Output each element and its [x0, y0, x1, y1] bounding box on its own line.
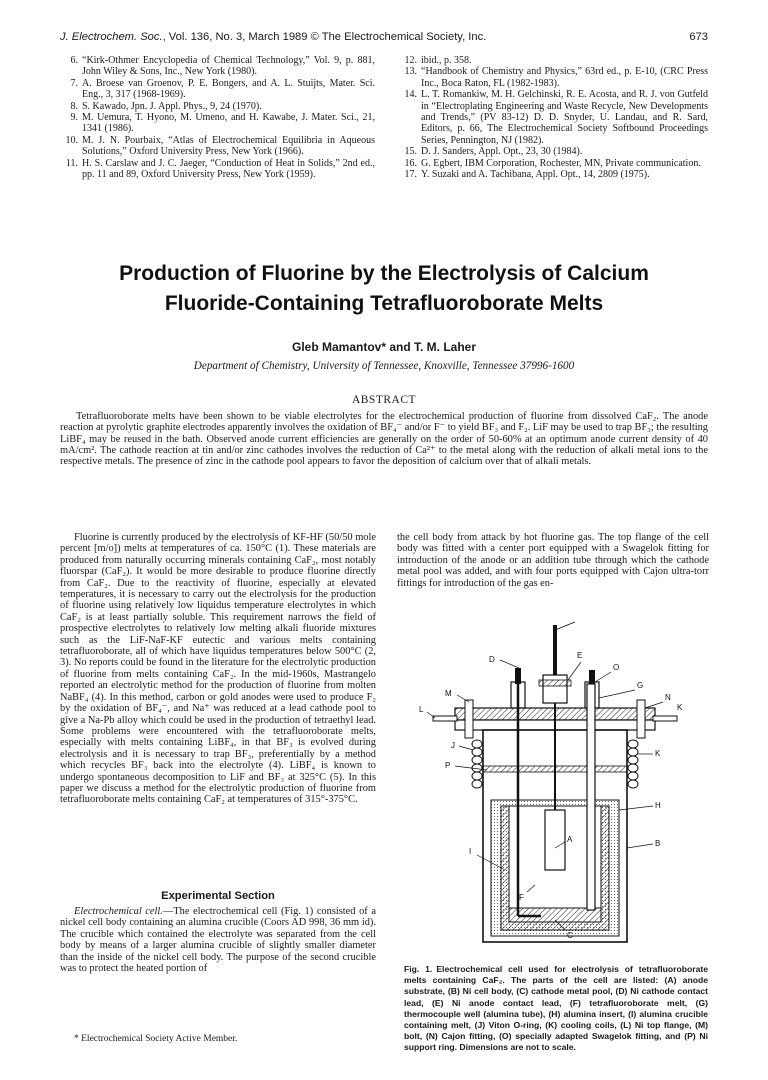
- reference-item: 9. M. Uemura, T. Hyono, M. Umeno, and H. Kawabe, J. Mater. Sci., 21, 1341 (1986).: [70, 112, 375, 135]
- experimental-text: —The electrochemical cell (Fig. 1) consisted of a nickel cell body containing an alumina crucible (Coors AD 998, 36 mm id). The crucible which contained the electrolyte was separated from the cell body by means of a larger alumina crucible of slightly smaller diameter than the inside of the nickel cell body. The purpose of the second crucible was to protect the heated portion of: [60, 906, 376, 975]
- title-line-2: Fluoride-Containing Tetrafluoroborate Melts: [164, 292, 604, 315]
- figure-caption: [404, 964, 708, 1054]
- abstract-text: Tetrafluoroborate melts have been shown to be viable electrolytes for the electrochemical production of fluorine from dissolved CaF₂. The anode reaction at pyrolytic graphite electrodes apparently involves the oxidation of BF₄⁻ and/or F⁻ to yield BF₃ and F₂. LiF may be used to trap BF₃; the resulting LiBF₄ may be reused in the bath. Observed anode current efficiencies are generally on the order of 50-60% at an optimum anode current density of 40 mA/cm². The cathode reaction at tin and/or zinc cathodes involves the reduction of Ca²⁺ to the metal along with the reduction of alkali metal ions to the respective metals. The presence of zinc in the cathode pool appears to favor the deposition of calcium over that of alkali metals.: [60, 411, 708, 468]
- bolt-left: [465, 700, 473, 738]
- reference-item: 13. “Handbook of Chemistry and Physics,” 63rd ed., p. E-10, (CRC Press Inc., Boca Raton, FL (1982-1983).: [404, 66, 708, 89]
- citation-details: , Vol. 136, No. 3, March 1989 © The Electrochemical Society, Inc.: [162, 31, 487, 43]
- reference-item: 12. ibid., p. 358.: [404, 55, 472, 66]
- cooling-coils-left: [472, 740, 482, 788]
- title-line-1: Production of Fluorine by the Electrolysis of Calcium: [119, 262, 649, 285]
- label-i: I: [469, 847, 472, 856]
- label-p: P: [445, 761, 451, 770]
- experimental-column: [60, 906, 376, 974]
- journal-citation: [60, 31, 486, 43]
- label-a: A: [567, 835, 573, 844]
- label-o: O: [613, 663, 620, 672]
- references-left: [60, 55, 375, 180]
- reference-item: 14. L. T. Romankiw, M. H. Gelchinski, R. E. Acosta, and R. J. von Gutfeld in “Electroplating Engineering and Waste Recycle, New Developments and Trends,” (PV 83-12) D. D. Snyder, U. Landau, and R. Sard, Editors, p. 66, The Electrochemical Society Softbound Proceedings Series, Pennington, NJ (1982).: [404, 89, 708, 146]
- right-column: [397, 532, 709, 589]
- anode-substrate: [545, 810, 565, 870]
- center-swagelok-fitting: [543, 675, 567, 703]
- reference-item: 6. “Kirk-Othmer Encyclopedia of Chemical Technology,” Vol. 9, p. 881, John Wiley & Sons, Inc., New York (1980).: [70, 55, 375, 78]
- label-m: M: [445, 689, 452, 698]
- experimental-paragraph: [60, 906, 376, 974]
- footnote: * Electrochemical Society Active Member.: [74, 1034, 238, 1044]
- reference-item: 11. H. S. Carslaw and J. C. Jaeger, “Conduction of Heat in Solids,” 2nd ed., pp. 11 and 89, Oxford University Press, New York (1959).: [65, 157, 375, 181]
- section-heading: Experimental Section: [161, 890, 275, 902]
- label-l: L: [419, 705, 424, 714]
- author-list: Gleb Mamantov* and T. M. Laher: [291, 340, 477, 354]
- label-g: G: [637, 681, 644, 690]
- bolt-right: [637, 700, 645, 738]
- label-n: N: [665, 693, 671, 702]
- cooling-coils-right: [628, 740, 638, 788]
- run-in-heading: Electrochemical cell.: [74, 906, 163, 917]
- caption-text: Electrochemical cell used for electrolysis of tetrafluoroborate melts containing CaF₂. The parts of the cell are listed: (A) anode substrate, (B) Ni cell body, (C) cathode metal pool, (D) Ni cathode contact lead, (E) Ni anode contact lead, (F) tetrafluoroborate melt, (G) thermocouple well (alumina tube), (H) alumina insert, (I) alumina crucible containing melt, (J) Viton O-ring, (K) cooling coils, (L) Ni top flange, (M) bolt, (N) Cajon fitting, (O) specially adapted Swagelok fitting, and (P) Ni support ring. Dimensions are not to scale.: [404, 964, 708, 1053]
- intro-column: [60, 532, 376, 806]
- author-affiliation: Department of Chemistry, University of Tennessee, Knoxville, Tennessee 37996-1600: [193, 360, 575, 372]
- caption-label: Fig. 1.: [404, 964, 433, 974]
- page-number: 673: [689, 31, 708, 43]
- reference-item: 17. Y. Suzaki and A. Tachibana, Appl. Opt., 14, 2809 (1975).: [404, 169, 650, 181]
- intro-paragraph: Fluorine is currently produced by the electrolysis of KF-HF (50/50 mole percent [m/o]) melts at temperatures of ca. 150°C (1). These materials are produced from naturally occurring minerals containing CaF₂, most notably fluorspar (CaF₂). It would be more desirable to produce fluorine directly from CaF₂. Due to the reactivity of fluorine, especially at elevated temperatures, it is necessary to carry out the electrolysis for the production of fluorine using relatively low liquidus temperature electrolytes in which CaF₂ is at least partially soluble. This requirement narrows the field of prospective electrolytes to relatively low melting alkali fluoride mixtures such as the LiF-NaF-KF eutectic and various melts containing tetrafluoroborate, all of which have liquidus temperatures below 500°C (2, 3). No reports could be found in the literature for the electrolytic production of fluorine from melts containing CaF₂. In the mid-1960s, Mastrangelo reported an electrolytic method for the production of fluorine from molten NaBF₄ (4). In this method, carbon or gold anodes were used to produce F₂ by the oxidation of BF₄⁻, and Na⁺ was reduced at a lead cathode pool to give a Na-Pb alloy which could be used in the production of tetraethyl lead. Some problems were encountered with the tetrafluoroborate melts, especially with melts containing LiBF₄, in that BF₃ is evolved during electrolysis and it is necessary to trap BF₃, preferentially by a method which recycles BF₃ back into the electrolyte (4). LiBF₄ is known to undergo spontaneous decomposition to LiF and BF₃ at 325°C (5). In this paper we discuss a method for the electrolytic production of fluorine from tetrafluoroborate melts containing CaF₂ at temperatures of 315°-375°C.: [60, 532, 376, 806]
- references-right: [399, 55, 708, 180]
- label-d: D: [489, 655, 495, 664]
- abstract-heading: ABSTRACT: [351, 394, 417, 406]
- label-f: F: [519, 893, 524, 902]
- label-k-top: K: [677, 703, 683, 712]
- label-k: K: [655, 749, 661, 758]
- figure-1-cell-diagram: [415, 620, 705, 950]
- label-h: H: [655, 801, 661, 810]
- thermocouple-well: [587, 684, 595, 910]
- continued-paragraph: the cell body from attack by hot fluorine gas. The top flange of the cell body was fitted with a center port equipped with a Swagelok fitting for introduction of the anode or an addition tube through which the cathode metal pool was added, and with four ports equipped with Cajon ultra-torr fittings for introduction of the gas en-: [397, 532, 709, 589]
- running-header: [60, 31, 708, 47]
- label-c: C: [567, 931, 573, 940]
- reference-item: 7. A. Broese van Groenov, P. E. Bongers, and A. L. Stuijts, Mater. Sci. Eng., 3, 317 (1968-1969).: [70, 77, 375, 101]
- label-b: B: [655, 839, 661, 848]
- label-e: E: [577, 651, 583, 660]
- reference-item: 8. S. Kawado, Jpn. J. Appl. Phys., 9, 24 (1970).: [70, 100, 262, 112]
- article-title: [60, 259, 708, 319]
- label-j: J: [451, 741, 455, 750]
- reference-item: 10. M. J. N. Pourbaix, “Atlas of Electrochemical Equilibria in Aqueous Solutions,” Oxford University Press, New York (1966).: [65, 134, 375, 158]
- reference-item: 15. D. J. Sanders, Appl. Opt., 23, 30 (1984).: [404, 146, 583, 158]
- journal-name: J. Electrochem. Soc.: [60, 31, 163, 43]
- reference-item: 16. G. Egbert, IBM Corporation, Rochester, MN, Private communication.: [404, 157, 701, 169]
